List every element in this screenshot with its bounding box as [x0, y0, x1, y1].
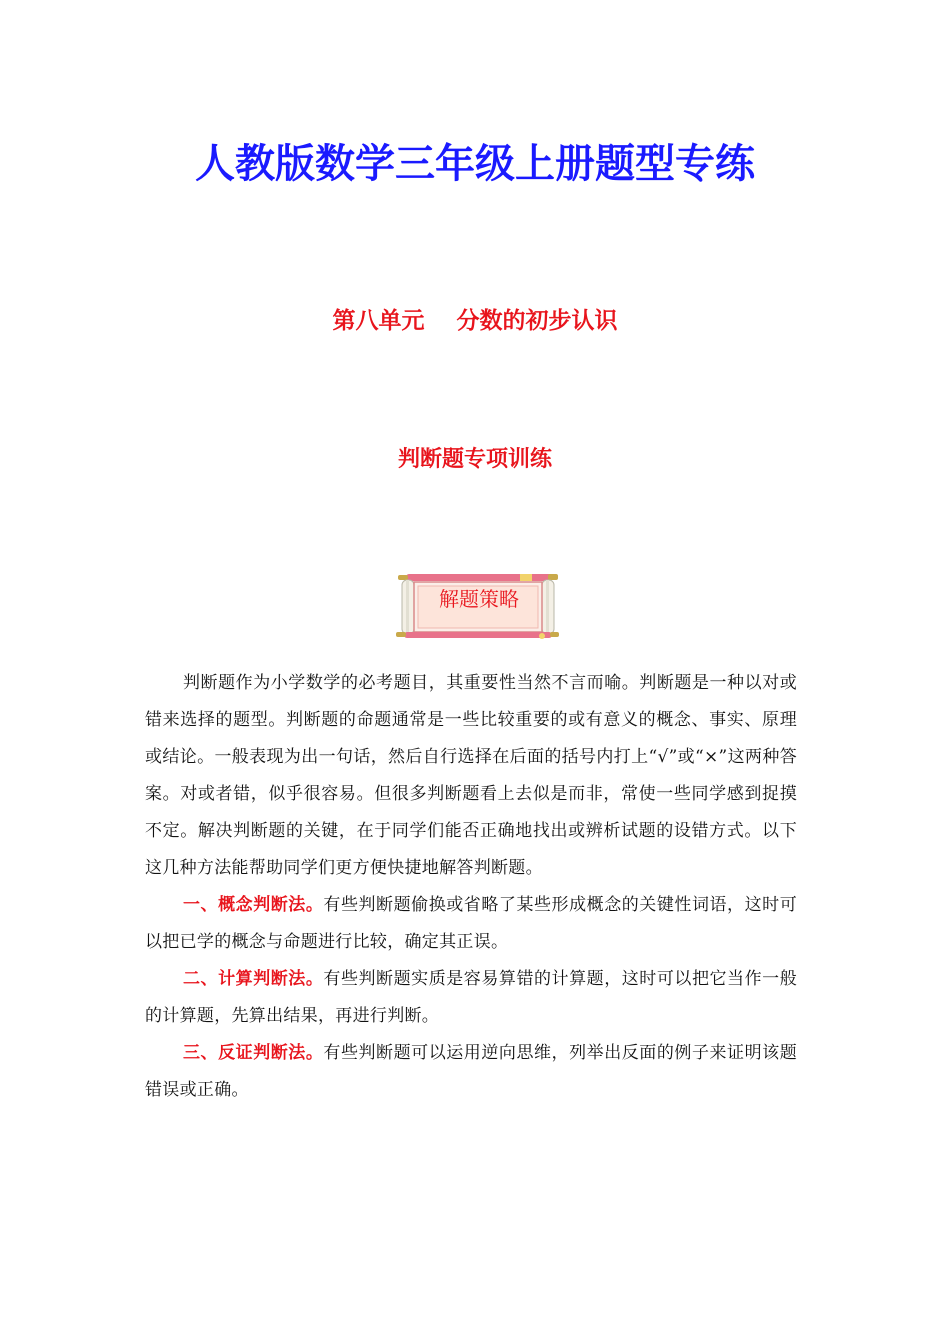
strategy-scroll-banner [392, 570, 562, 642]
method-paragraph-concept [145, 887, 797, 961]
unit-title: 第八单元 分数的初步认识 [332, 308, 618, 334]
page-title: 人教版数学三年级上册题型专练 [195, 141, 755, 187]
method-name: 二、计算判断法。 [183, 969, 324, 989]
intro-paragraph: 判断题作为小学数学的必考题目，其重要性当然不言而喻。判断题是一种以对或错来选择的题型。判断题的命题通常是一些比较重要的或有意义的概念、事实、原理或结论。一般表现为出一句话，然后自行选择在后面的括号内打上“√”或“×”这两种答案。对或者错，似乎很容易。但很多判断题看上去似是而非，常使一些同学感到捉摸不定。解决判断题的关键，在于同学们能否正确地找出或辨析试题的设错方式。以下这几种方法能帮助同学们更方便快捷地解答判断题。 [145, 673, 797, 878]
method-name: 三、反证判断法。 [183, 1043, 324, 1063]
strategy-banner-label: 解题策略 [439, 587, 519, 611]
method-text: 有些判断题实质是容易算错的计算题，这时可以把它当作一般的计算题，先算出结果，再进行判断。 [145, 969, 797, 1026]
method-text: 有些判断题可以运用逆向思维，列举出反面的例子来证明该题错误或正确。 [145, 1043, 797, 1100]
method-name: 一、概念判断法。 [183, 895, 324, 915]
method-paragraph-calculation [145, 961, 797, 1035]
section-subtitle: 判断题专项训练 [397, 447, 552, 472]
method-text: 有些判断题偷换或省略了某些形成概念的关键性词语，这时可以把已学的概念与命题进行比较，确定其正误。 [145, 895, 797, 952]
method-paragraph-counterproof [145, 1035, 797, 1109]
strategy-body [145, 665, 797, 1109]
